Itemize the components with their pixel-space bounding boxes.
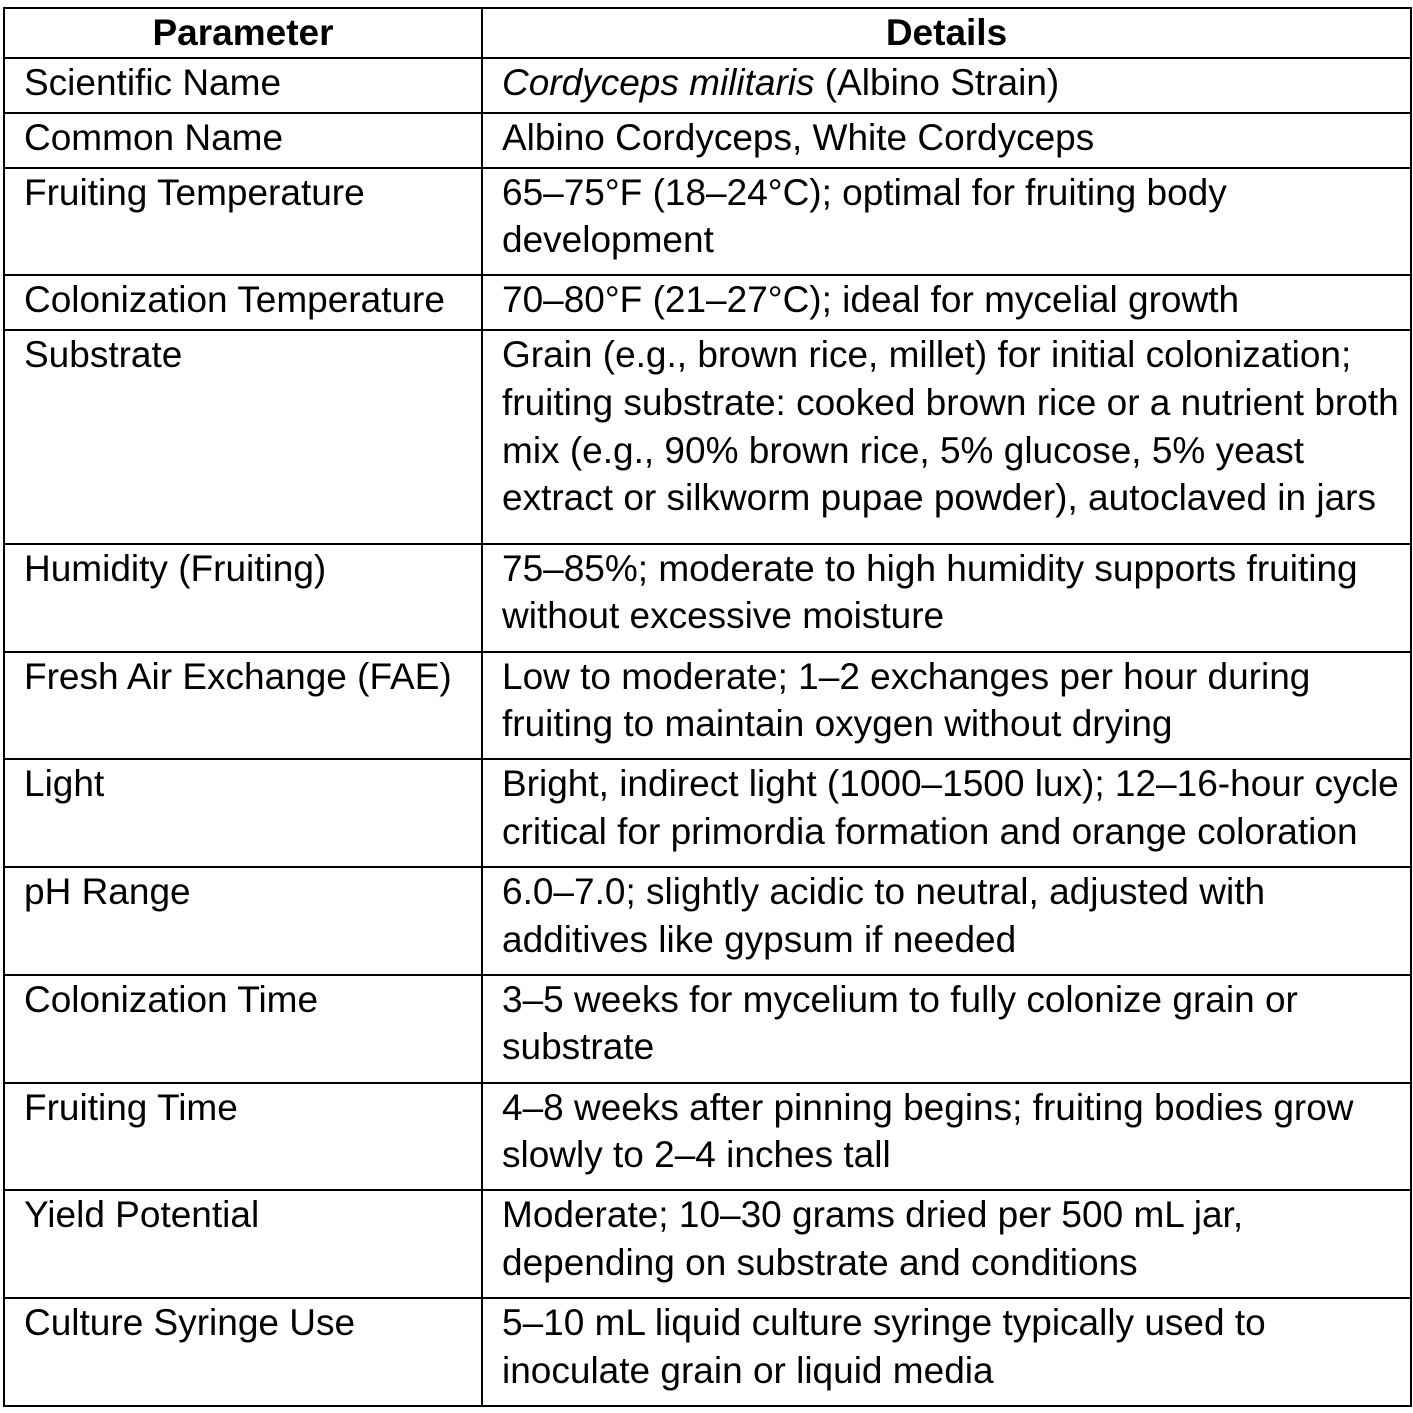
row-parameter: Substrate [4, 330, 482, 543]
row-details: 70–80°F (21–27°C); ideal for mycelial growth [482, 275, 1411, 330]
table-row [4, 652, 1411, 760]
table-row [4, 58, 1411, 113]
table-row [4, 1190, 1411, 1298]
row-details: 75–85%; moderate to high humidity supports fruiting without excessive moisture [482, 544, 1411, 652]
scientific-name-italic: Cordyceps militaris [502, 61, 815, 103]
table-row [4, 1298, 1411, 1406]
row-details: 3–5 weeks for mycelium to fully colonize grain or substrate [482, 975, 1411, 1083]
row-parameter: Scientific Name [4, 58, 482, 113]
table-row [4, 867, 1411, 975]
table-row [4, 975, 1411, 1083]
row-parameter: Culture Syringe Use [4, 1298, 482, 1406]
row-parameter: Yield Potential [4, 1190, 482, 1298]
row-parameter: Colonization Time [4, 975, 482, 1083]
row-details: Albino Cordyceps, White Cordyceps [482, 113, 1411, 168]
header-details: Details [482, 8, 1411, 58]
table-row [4, 113, 1411, 168]
table-row [4, 759, 1411, 867]
row-details: 4–8 weeks after pinning begins; fruiting bodies grow slowly to 2–4 inches tall [482, 1083, 1411, 1191]
parameters-table [3, 7, 1412, 1407]
table-row [4, 168, 1411, 276]
row-details: Bright, indirect light (1000–1500 lux); 12–16-hour cycle critical for primordia formation and orange coloration [482, 759, 1411, 867]
table-row [4, 1083, 1411, 1191]
row-details: 5–10 mL liquid culture syringe typically used to inoculate grain or liquid media [482, 1298, 1411, 1406]
row-parameter: Fruiting Temperature [4, 168, 482, 276]
row-details: Low to moderate; 1–2 exchanges per hour during fruiting to maintain oxygen without drying [482, 652, 1411, 760]
header-row [4, 8, 1411, 58]
row-parameter: Humidity (Fruiting) [4, 544, 482, 652]
row-parameter: Colonization Temperature [4, 275, 482, 330]
table-row [4, 275, 1411, 330]
row-details: Grain (e.g., brown rice, millet) for initial colonization; fruiting substrate: cooked brown rice or a nutrient broth mix (e.g., 90% brown rice, 5% glucose, 5% yeast extract or silkworm pupae powder), autoclaved in jars [482, 330, 1411, 543]
row-parameter: Fruiting Time [4, 1083, 482, 1191]
row-details [482, 58, 1411, 113]
row-details: 6.0–7.0; slightly acidic to neutral, adjusted with additives like gypsum if needed [482, 867, 1411, 975]
row-details: Moderate; 10–30 grams dried per 500 mL jar, depending on substrate and conditions [482, 1190, 1411, 1298]
row-details: 65–75°F (18–24°C); optimal for fruiting body development [482, 168, 1411, 276]
row-parameter: pH Range [4, 867, 482, 975]
table-row [4, 544, 1411, 652]
table-row [4, 330, 1411, 543]
grow-parameters-sheet [3, 7, 1410, 1407]
row-parameter: Fresh Air Exchange (FAE) [4, 652, 482, 760]
header-parameter: Parameter [4, 8, 482, 58]
row-parameter: Common Name [4, 113, 482, 168]
row-parameter: Light [4, 759, 482, 867]
row-details-text: (Albino Strain) [814, 61, 1060, 103]
